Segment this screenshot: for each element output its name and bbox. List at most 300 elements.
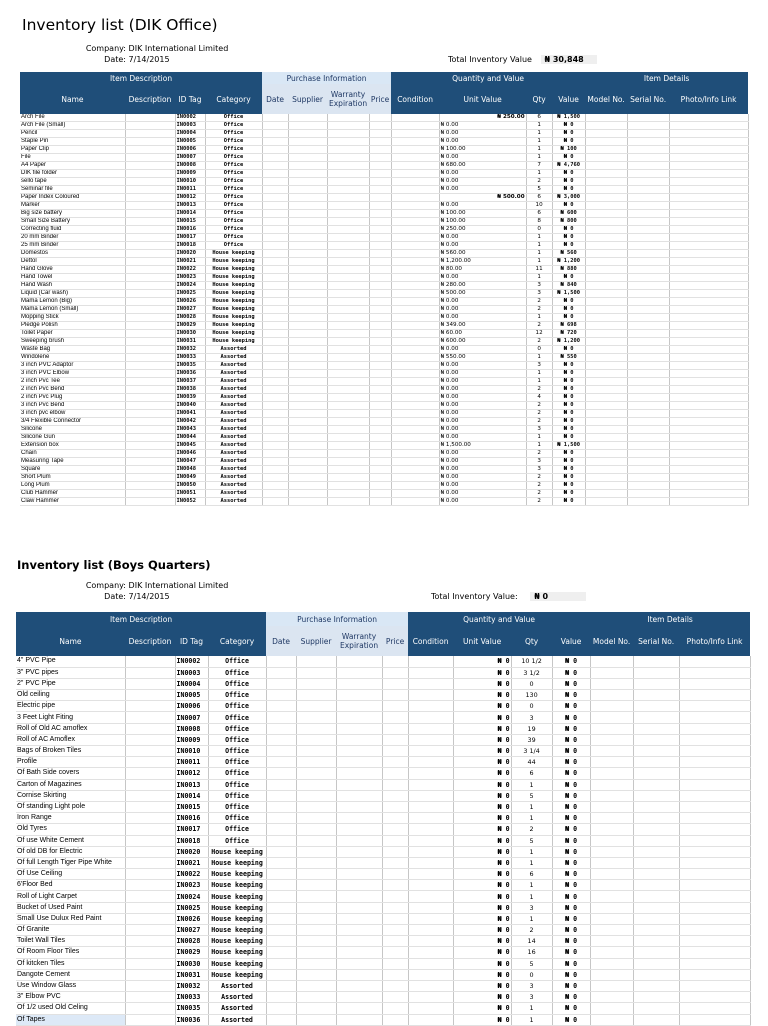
cell-description[interactable] <box>125 370 175 378</box>
cell-photo-link[interactable] <box>669 490 748 498</box>
cell-qty[interactable]: 2 <box>526 418 552 426</box>
col-serial-no[interactable]: Serial No. <box>633 626 679 656</box>
cell-name[interactable]: Paper Clip <box>20 146 125 154</box>
cell-price[interactable] <box>382 801 408 812</box>
cell-photo-link[interactable] <box>669 130 748 138</box>
cell-condition[interactable] <box>408 779 453 790</box>
cell-id-tag[interactable]: IN0036 <box>175 1014 208 1025</box>
cell-price[interactable] <box>369 338 391 346</box>
cell-name[interactable]: Roll of Old AC amoflex <box>16 723 125 734</box>
cell-condition[interactable] <box>408 925 453 936</box>
cell-value[interactable]: ₦ 0 <box>552 992 590 1003</box>
cell-value[interactable]: ₦ 560 <box>552 250 585 258</box>
cell-model-no[interactable] <box>590 757 633 768</box>
cell-qty[interactable]: 14 <box>511 936 552 947</box>
cell-description[interactable] <box>125 701 175 712</box>
cell-unit-value[interactable]: ₦ 0.00 <box>439 346 526 354</box>
cell-value[interactable]: ₦ 100 <box>552 146 585 154</box>
cell-unit-value[interactable]: ₦ 0.00 <box>439 178 526 186</box>
cell-date[interactable] <box>266 824 296 835</box>
cell-warranty[interactable] <box>327 234 369 242</box>
cell-condition[interactable] <box>391 178 439 186</box>
cell-unit-value[interactable]: ₦ 0 <box>453 936 511 947</box>
cell-name[interactable]: Windolene <box>20 354 125 362</box>
cell-warranty[interactable] <box>327 290 369 298</box>
cell-model-no[interactable] <box>585 362 627 370</box>
cell-category[interactable]: House keeping <box>205 266 262 274</box>
cell-warranty[interactable] <box>336 723 382 734</box>
cell-condition[interactable] <box>408 958 453 969</box>
cell-date[interactable] <box>262 346 288 354</box>
cell-model-no[interactable] <box>590 656 633 667</box>
cell-description[interactable] <box>125 122 175 130</box>
cell-description[interactable] <box>125 434 175 442</box>
cell-date[interactable] <box>266 835 296 846</box>
cell-serial-no[interactable] <box>627 178 669 186</box>
cell-warranty[interactable] <box>327 322 369 330</box>
cell-value[interactable]: ₦ 720 <box>552 330 585 338</box>
cell-model-no[interactable] <box>590 925 633 936</box>
cell-qty[interactable]: 19 <box>511 723 552 734</box>
cell-price[interactable] <box>369 178 391 186</box>
cell-model-no[interactable] <box>590 712 633 723</box>
cell-value[interactable]: ₦ 600 <box>552 210 585 218</box>
cell-price[interactable] <box>369 298 391 306</box>
cell-unit-value[interactable]: ₦ 100.00 <box>439 210 526 218</box>
cell-name[interactable]: Club Hammer <box>20 490 125 498</box>
cell-unit-value[interactable]: ₦ 0.00 <box>439 234 526 242</box>
cell-supplier[interactable] <box>288 298 327 306</box>
cell-warranty[interactable] <box>327 498 369 506</box>
cell-value[interactable]: ₦ 0 <box>552 902 590 913</box>
cell-photo-link[interactable] <box>679 678 750 689</box>
cell-id-tag[interactable]: IN0018 <box>175 835 208 846</box>
cell-qty[interactable]: 1 <box>526 442 552 450</box>
cell-serial-no[interactable] <box>627 258 669 266</box>
cell-description[interactable] <box>125 266 175 274</box>
col-id-tag[interactable]: ID Tag <box>175 84 205 114</box>
cell-warranty[interactable] <box>327 426 369 434</box>
cell-unit-value[interactable]: ₦ 250.00 <box>439 114 526 122</box>
cell-name[interactable]: Square <box>20 466 125 474</box>
col-condition[interactable]: Condition <box>391 84 439 114</box>
cell-name[interactable]: Pledge Polish <box>20 322 125 330</box>
cell-photo-link[interactable] <box>669 434 748 442</box>
cell-warranty[interactable] <box>336 846 382 857</box>
cell-name[interactable]: 6'Floor Bed <box>16 880 125 891</box>
cell-value[interactable]: ₦ 0 <box>552 474 585 482</box>
cell-name[interactable]: 2" PVC Pipe <box>16 678 125 689</box>
cell-id-tag[interactable]: IN0006 <box>175 701 208 712</box>
cell-price[interactable] <box>369 234 391 242</box>
cell-value[interactable]: ₦ 0 <box>552 178 585 186</box>
cell-photo-link[interactable] <box>679 690 750 701</box>
cell-description[interactable] <box>125 746 175 757</box>
cell-unit-value[interactable]: ₦ 0 <box>453 723 511 734</box>
cell-id-tag[interactable]: IN0033 <box>175 992 208 1003</box>
cell-model-no[interactable] <box>590 667 633 678</box>
cell-id-tag[interactable]: IN0020 <box>175 846 208 857</box>
col-model-no[interactable]: Model No. <box>590 626 633 656</box>
cell-warranty[interactable] <box>336 992 382 1003</box>
cell-qty[interactable]: 7 <box>526 162 552 170</box>
cell-date[interactable] <box>262 322 288 330</box>
cell-category[interactable]: Office <box>205 186 262 194</box>
cell-serial-no[interactable] <box>627 410 669 418</box>
cell-description[interactable] <box>125 346 175 354</box>
cell-id-tag[interactable]: IN0041 <box>175 410 205 418</box>
cell-condition[interactable] <box>391 170 439 178</box>
cell-price[interactable] <box>369 386 391 394</box>
cell-unit-value[interactable]: ₦ 0.00 <box>439 370 526 378</box>
cell-price[interactable] <box>369 450 391 458</box>
cell-warranty[interactable] <box>327 130 369 138</box>
cell-serial-no[interactable] <box>627 162 669 170</box>
cell-id-tag[interactable]: IN0028 <box>175 936 208 947</box>
cell-condition[interactable] <box>391 122 439 130</box>
col-photo-info-link[interactable]: Photo/Info Link <box>679 626 750 656</box>
cell-name[interactable]: Of Tapes <box>16 1014 125 1025</box>
cell-name[interactable]: Of full Length Tiger Pipe White <box>16 857 125 868</box>
cell-qty[interactable]: 6 <box>511 869 552 880</box>
cell-category[interactable]: Office <box>205 154 262 162</box>
cell-price[interactable] <box>369 362 391 370</box>
cell-date[interactable] <box>262 474 288 482</box>
cell-value[interactable]: ₦ 0 <box>552 186 585 194</box>
cell-id-tag[interactable]: IN0013 <box>175 779 208 790</box>
cell-description[interactable] <box>125 980 175 991</box>
cell-condition[interactable] <box>391 442 439 450</box>
cell-qty[interactable]: 1 <box>526 146 552 154</box>
cell-description[interactable] <box>125 813 175 824</box>
cell-model-no[interactable] <box>585 186 627 194</box>
cell-qty[interactable]: 3 <box>526 426 552 434</box>
cell-supplier[interactable] <box>288 282 327 290</box>
cell-value[interactable]: ₦ 0 <box>552 202 585 210</box>
cell-value[interactable]: ₦ 0 <box>552 701 590 712</box>
cell-date[interactable] <box>266 1003 296 1014</box>
cell-value[interactable]: ₦ 0 <box>552 757 590 768</box>
cell-qty[interactable]: 2 <box>526 322 552 330</box>
cell-supplier[interactable] <box>296 913 336 924</box>
cell-warranty[interactable] <box>327 282 369 290</box>
cell-condition[interactable] <box>391 298 439 306</box>
cell-serial-no[interactable] <box>633 824 679 835</box>
cell-condition[interactable] <box>408 746 453 757</box>
company-value[interactable]: DIK International Limited <box>128 44 229 53</box>
cell-id-tag[interactable]: IN0029 <box>175 322 205 330</box>
cell-description[interactable] <box>125 947 175 958</box>
cell-price[interactable] <box>369 346 391 354</box>
cell-serial-no[interactable] <box>627 226 669 234</box>
cell-price[interactable] <box>369 458 391 466</box>
cell-photo-link[interactable] <box>679 913 750 924</box>
cell-date[interactable] <box>266 891 296 902</box>
cell-category[interactable]: House keeping <box>205 274 262 282</box>
cell-supplier[interactable] <box>296 712 336 723</box>
cell-date[interactable] <box>262 114 288 122</box>
cell-model-no[interactable] <box>590 846 633 857</box>
cell-model-no[interactable] <box>585 490 627 498</box>
cell-value[interactable]: ₦ 0 <box>552 723 590 734</box>
cell-unit-value[interactable]: ₦ 0.00 <box>439 450 526 458</box>
cell-supplier[interactable] <box>288 498 327 506</box>
cell-value[interactable]: ₦ 0 <box>552 402 585 410</box>
cell-id-tag[interactable]: IN0037 <box>175 378 205 386</box>
cell-description[interactable] <box>125 690 175 701</box>
cell-date[interactable] <box>262 250 288 258</box>
cell-qty[interactable]: 1 <box>526 354 552 362</box>
cell-warranty[interactable] <box>327 146 369 154</box>
cell-supplier[interactable] <box>288 442 327 450</box>
col-value[interactable]: Value <box>552 84 585 114</box>
cell-price[interactable] <box>369 282 391 290</box>
cell-category[interactable]: Office <box>205 170 262 178</box>
cell-serial-no[interactable] <box>627 114 669 122</box>
cell-photo-link[interactable] <box>679 958 750 969</box>
cell-category[interactable]: Office <box>205 242 262 250</box>
cell-description[interactable] <box>125 992 175 1003</box>
cell-category[interactable]: Office <box>205 178 262 186</box>
cell-price[interactable] <box>382 779 408 790</box>
cell-date[interactable] <box>266 813 296 824</box>
cell-category[interactable]: Assorted <box>205 410 262 418</box>
cell-qty[interactable]: 2 <box>526 482 552 490</box>
cell-unit-value[interactable]: ₦ 0.00 <box>439 242 526 250</box>
cell-price[interactable] <box>382 958 408 969</box>
cell-id-tag[interactable]: IN0035 <box>175 362 205 370</box>
cell-photo-link[interactable] <box>679 734 750 745</box>
cell-warranty[interactable] <box>336 936 382 947</box>
cell-photo-link[interactable] <box>669 298 748 306</box>
cell-serial-no[interactable] <box>627 202 669 210</box>
cell-category[interactable]: Office <box>205 194 262 202</box>
cell-category[interactable]: House keeping <box>208 869 266 880</box>
cell-model-no[interactable] <box>585 386 627 394</box>
cell-price[interactable] <box>382 667 408 678</box>
cell-photo-link[interactable] <box>679 857 750 868</box>
cell-qty[interactable]: 2 <box>526 490 552 498</box>
cell-warranty[interactable] <box>327 202 369 210</box>
cell-id-tag[interactable]: IN0030 <box>175 958 208 969</box>
cell-model-no[interactable] <box>585 378 627 386</box>
cell-id-tag[interactable]: IN0011 <box>175 757 208 768</box>
cell-category[interactable]: Assorted <box>205 442 262 450</box>
cell-name[interactable]: 3 inch PVC Elbow <box>20 370 125 378</box>
cell-value[interactable]: ₦ 0 <box>552 734 590 745</box>
cell-warranty[interactable] <box>327 330 369 338</box>
cell-id-tag[interactable]: IN0032 <box>175 346 205 354</box>
cell-serial-no[interactable] <box>627 122 669 130</box>
cell-category[interactable]: House keeping <box>205 322 262 330</box>
cell-category[interactable]: Assorted <box>205 450 262 458</box>
cell-category[interactable]: Office <box>205 218 262 226</box>
cell-category[interactable]: Office <box>208 768 266 779</box>
cell-description[interactable] <box>125 234 175 242</box>
cell-id-tag[interactable]: IN0012 <box>175 194 205 202</box>
cell-category[interactable]: Assorted <box>208 980 266 991</box>
cell-price[interactable] <box>369 122 391 130</box>
cell-unit-value[interactable]: ₦ 0 <box>453 757 511 768</box>
cell-serial-no[interactable] <box>627 458 669 466</box>
cell-unit-value[interactable]: ₦ 0 <box>453 880 511 891</box>
cell-serial-no[interactable] <box>627 394 669 402</box>
cell-warranty[interactable] <box>336 947 382 958</box>
cell-qty[interactable]: 3 1/4 <box>511 746 552 757</box>
cell-serial-no[interactable] <box>627 346 669 354</box>
cell-qty[interactable]: 3 <box>511 992 552 1003</box>
cell-condition[interactable] <box>391 114 439 122</box>
cell-condition[interactable] <box>408 992 453 1003</box>
cell-date[interactable] <box>262 490 288 498</box>
cell-price[interactable] <box>369 250 391 258</box>
cell-condition[interactable] <box>391 314 439 322</box>
cell-price[interactable] <box>369 306 391 314</box>
cell-condition[interactable] <box>391 490 439 498</box>
cell-qty[interactable]: 39 <box>511 734 552 745</box>
cell-value[interactable]: ₦ 0 <box>552 314 585 322</box>
cell-unit-value[interactable]: ₦ 0 <box>453 846 511 857</box>
cell-name[interactable]: Extension box <box>20 442 125 450</box>
cell-price[interactable] <box>369 154 391 162</box>
cell-supplier[interactable] <box>296 869 336 880</box>
cell-condition[interactable] <box>391 362 439 370</box>
cell-qty[interactable]: 3 1/2 <box>511 667 552 678</box>
cell-date[interactable] <box>262 258 288 266</box>
cell-name[interactable]: Hand Towel <box>20 274 125 282</box>
cell-warranty[interactable] <box>327 402 369 410</box>
col-condition[interactable]: Condition <box>408 626 453 656</box>
cell-serial-no[interactable] <box>627 130 669 138</box>
cell-photo-link[interactable] <box>679 813 750 824</box>
cell-id-tag[interactable]: IN0015 <box>175 801 208 812</box>
cell-supplier[interactable] <box>288 194 327 202</box>
cell-date[interactable] <box>266 969 296 980</box>
cell-model-no[interactable] <box>585 154 627 162</box>
cell-photo-link[interactable] <box>669 426 748 434</box>
cell-category[interactable]: House keeping <box>205 306 262 314</box>
cell-value[interactable]: ₦ 0 <box>552 857 590 868</box>
cell-serial-no[interactable] <box>627 250 669 258</box>
cell-photo-link[interactable] <box>669 266 748 274</box>
cell-value[interactable]: ₦ 0 <box>552 746 590 757</box>
cell-photo-link[interactable] <box>679 746 750 757</box>
cell-warranty[interactable] <box>327 458 369 466</box>
cell-model-no[interactable] <box>585 146 627 154</box>
cell-photo-link[interactable] <box>679 992 750 1003</box>
cell-name[interactable]: Sweeping brush <box>20 338 125 346</box>
cell-serial-no[interactable] <box>633 947 679 958</box>
cell-serial-no[interactable] <box>633 880 679 891</box>
cell-name[interactable]: 3 inch pvc elbow <box>20 410 125 418</box>
cell-description[interactable] <box>125 410 175 418</box>
cell-qty[interactable]: 1 <box>526 378 552 386</box>
cell-model-no[interactable] <box>585 434 627 442</box>
cell-value[interactable]: ₦ 0 <box>552 498 585 506</box>
cell-model-no[interactable] <box>585 450 627 458</box>
cell-supplier[interactable] <box>296 667 336 678</box>
cell-supplier[interactable] <box>296 925 336 936</box>
cell-qty[interactable]: 2 <box>511 925 552 936</box>
cell-photo-link[interactable] <box>669 154 748 162</box>
cell-model-no[interactable] <box>590 723 633 734</box>
cell-category[interactable]: House keeping <box>208 902 266 913</box>
cell-price[interactable] <box>369 274 391 282</box>
cell-model-no[interactable] <box>590 891 633 902</box>
cell-condition[interactable] <box>408 701 453 712</box>
cell-date[interactable] <box>262 362 288 370</box>
cell-model-no[interactable] <box>590 880 633 891</box>
cell-value[interactable]: ₦ 0 <box>552 274 585 282</box>
cell-serial-no[interactable] <box>627 138 669 146</box>
cell-description[interactable] <box>125 936 175 947</box>
cell-description[interactable] <box>125 958 175 969</box>
cell-id-tag[interactable]: IN0013 <box>175 202 205 210</box>
cell-serial-no[interactable] <box>627 298 669 306</box>
cell-warranty[interactable] <box>327 250 369 258</box>
cell-model-no[interactable] <box>585 114 627 122</box>
cell-warranty[interactable] <box>336 813 382 824</box>
cell-description[interactable] <box>125 186 175 194</box>
cell-supplier[interactable] <box>288 114 327 122</box>
cell-category[interactable]: House keeping <box>208 969 266 980</box>
cell-supplier[interactable] <box>296 880 336 891</box>
cell-unit-value[interactable]: ₦ 500.00 <box>439 194 526 202</box>
cell-unit-value[interactable]: ₦ 349.00 <box>439 322 526 330</box>
cell-name[interactable]: Toilet Paper <box>20 330 125 338</box>
cell-category[interactable]: Assorted <box>205 490 262 498</box>
cell-condition[interactable] <box>391 194 439 202</box>
cell-date[interactable] <box>262 178 288 186</box>
cell-date[interactable] <box>262 242 288 250</box>
cell-supplier[interactable] <box>296 656 336 667</box>
cell-condition[interactable] <box>391 242 439 250</box>
cell-date[interactable] <box>266 690 296 701</box>
cell-condition[interactable] <box>408 857 453 868</box>
col-description[interactable]: Description <box>125 84 175 114</box>
cell-price[interactable] <box>382 980 408 991</box>
cell-model-no[interactable] <box>585 426 627 434</box>
col-date[interactable]: Date <box>262 84 288 114</box>
cell-serial-no[interactable] <box>633 801 679 812</box>
cell-category[interactable]: Assorted <box>205 394 262 402</box>
cell-id-tag[interactable]: IN0051 <box>175 490 205 498</box>
cell-model-no[interactable] <box>590 980 633 991</box>
cell-serial-no[interactable] <box>633 857 679 868</box>
cell-date[interactable] <box>262 442 288 450</box>
cell-value[interactable]: ₦ 0 <box>552 154 585 162</box>
cell-price[interactable] <box>369 226 391 234</box>
cell-id-tag[interactable]: IN0038 <box>175 386 205 394</box>
cell-value[interactable]: ₦ 0 <box>552 378 585 386</box>
cell-price[interactable] <box>369 202 391 210</box>
cell-qty[interactable]: 1 <box>526 130 552 138</box>
cell-description[interactable] <box>125 734 175 745</box>
cell-model-no[interactable] <box>585 122 627 130</box>
cell-photo-link[interactable] <box>669 114 748 122</box>
cell-serial-no[interactable] <box>627 474 669 482</box>
cell-value[interactable]: ₦ 0 <box>552 712 590 723</box>
cell-description[interactable] <box>125 678 175 689</box>
cell-date[interactable] <box>262 354 288 362</box>
cell-category[interactable]: Assorted <box>205 386 262 394</box>
cell-date[interactable] <box>266 992 296 1003</box>
cell-date[interactable] <box>266 667 296 678</box>
cell-warranty[interactable] <box>327 162 369 170</box>
cell-name[interactable]: 4" PVC Pipe <box>16 656 125 667</box>
cell-value[interactable]: ₦ 0 <box>552 925 590 936</box>
cell-model-no[interactable] <box>585 474 627 482</box>
